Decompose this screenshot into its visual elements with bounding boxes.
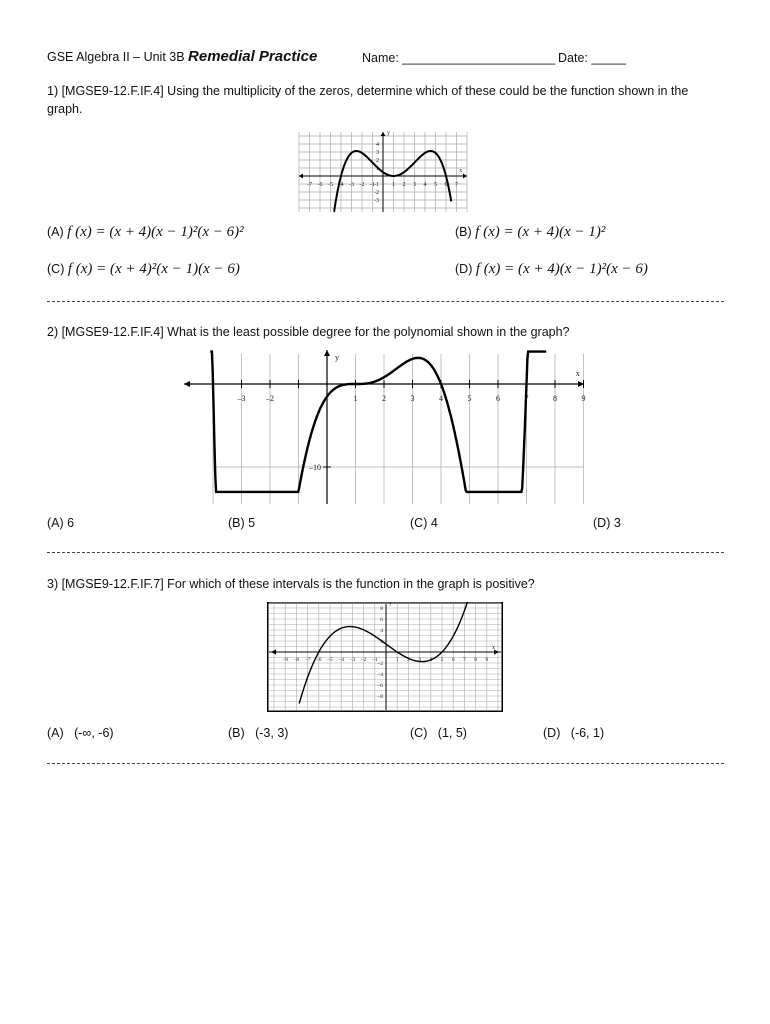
y-tick-label: 6 [380,617,383,623]
x-tick-label: 4 [439,394,443,403]
option-letter: (B) [228,516,245,530]
y-tick-label: 4 [376,142,379,148]
option-letter: (C) [47,262,65,276]
y-tick-label: 8 [380,606,383,612]
x-tick-label: –2 [266,394,274,403]
y-tick-label: –2 [377,661,383,667]
option-letter: (B) [228,726,245,740]
x-tick-label: 1 [392,182,395,188]
name-field: Name: ______________________ [362,51,556,65]
option-letter: (A) [47,726,64,740]
x-tick-label: –4 [338,657,344,663]
q2-graph [180,350,590,508]
x-tick-label: -4 [338,182,344,188]
option-letter: (A) [47,516,64,530]
q2-option-d[interactable] [593,516,621,530]
option-letter: (C) [410,516,428,530]
y-tick-label: -1 [374,182,379,188]
option-value: 3 [613,516,621,530]
option-value: (-∞, -6) [74,726,114,740]
x-tick-label: 2 [407,657,410,663]
x-tick-label: 5 [434,182,437,188]
x-axis-label: x [575,369,580,378]
x-tick-label: 6 [451,657,455,663]
x-tick-label: -6 [317,182,323,188]
x-tick-label: 8 [553,394,557,403]
x-tick-label: 6 [444,182,448,188]
x-tick-label: –3 [349,657,356,663]
x-tick-label: 7 [524,394,529,403]
x-tick-label: 5 [467,394,472,403]
q2-option-c[interactable] [410,516,438,530]
x-axis-label: x [459,168,463,174]
option-letter: (D) [543,726,561,740]
x-tick-label: 4 [423,182,427,188]
q2-option-b[interactable] [228,516,255,530]
x-tick-label: 3 [418,657,421,663]
x-tick-label: –9 [282,657,288,663]
q1-option-c[interactable] [47,261,240,278]
y-tick-label: -2 [374,190,379,196]
q1-option-d[interactable] [455,261,648,278]
y-axis-label: y [335,353,339,362]
y-tick-label: 3 [376,150,379,156]
question-3-text: 3) [MGSE9-12.F.IF.7] For which of these intervals is the function in the graph is positive? [47,577,535,591]
y-tick-label: –10 [309,463,321,472]
option-value: 5 [248,516,256,530]
separator [47,301,724,302]
function-curve [210,352,546,492]
x-tick-label: 2 [402,182,406,188]
function-curve [299,602,468,704]
y-tick-label: 4 [380,628,383,634]
option-letter: (C) [410,726,428,740]
option-letter: (A) [47,225,64,239]
option-letter: (B) [455,225,472,239]
x-tick-label: 1 [395,657,399,663]
x-tick-label: -5 [328,182,333,188]
x-tick-label: 5 [440,657,444,663]
x-tick-label: –5 [327,657,333,663]
question-1-text: 1) [MGSE9-12.F.IF.4] Using the multiplicity of the zeros, determine which of these could be the function shown in the graph. [47,84,689,116]
x-tick-label: 1 [353,394,358,403]
worksheet-title: Remedial Practice [188,48,318,65]
x-tick-label: 3 [413,182,416,188]
option-function: f (x) = (x + 4)(x − 1)²(x − 6)² [67,224,244,240]
option-function: f (x) = (x + 4)(x − 1)² [475,224,606,240]
option-letter: (D) [593,516,611,530]
question-2-text: 2) [MGSE9-12.F.IF.4] What is the least possible degree for the polynomial shown in the graph? [47,325,570,339]
x-tick-label: 3 [410,394,415,403]
q3-option-d[interactable] [543,726,604,740]
x-tick-label: –1 [372,657,378,663]
option-value: 4 [430,516,438,530]
x-tick-label: 7 [463,657,466,663]
option-value: 6 [67,516,75,530]
x-tick-label: -3 [349,182,354,188]
x-tick-label: -7 [307,182,312,188]
x-tick-label: 9 [485,657,489,663]
q2-option-a[interactable] [47,516,74,530]
y-tick-label: 2 [376,158,379,164]
option-value: (-6, 1) [570,726,605,740]
y-tick-label: –8 [377,694,383,700]
option-letter: (D) [455,262,473,276]
y-tick-label: -3 [374,198,379,204]
x-tick-label: 8 [474,657,477,663]
y-axis-label: y [389,602,392,607]
x-tick-label: –6 [316,657,322,663]
date-field: Date: _____ [558,51,627,65]
x-tick-label: –2 [360,657,367,663]
x-tick-label: -1 [370,182,375,188]
x-tick-label: –3 [237,394,246,403]
q3-option-a[interactable] [47,726,114,740]
option-function: f (x) = (x + 4)²(x − 1)(x − 6) [67,261,240,277]
y-tick-label: 2 [380,639,383,645]
x-tick-label: 6 [496,394,500,403]
y-axis-label: y [387,130,390,137]
x-tick-label: 9 [581,394,586,403]
course-label: GSE Algebra II – Unit 3B [47,50,189,64]
option-value: (-3, 3) [255,726,289,740]
q3-option-b[interactable] [228,726,288,740]
x-axis-label: x [492,645,496,651]
q1-option-a[interactable] [47,224,244,241]
x-tick-label: –8 [293,657,300,663]
y-tick-label: –4 [377,672,383,678]
separator [47,763,724,764]
q1-option-b[interactable] [455,224,605,241]
x-tick-label: –7 [304,657,311,663]
x-tick-label: -2 [359,182,365,188]
worksheet-header [47,48,317,65]
q3-option-c[interactable] [410,726,467,740]
y-tick-label: 1 [376,166,379,172]
y-tick-label: –6 [377,683,383,689]
x-tick-label: 2 [382,394,386,403]
separator [47,552,724,553]
x-tick-label: 7 [455,182,458,188]
q1-graph [295,126,475,216]
q3-graph [267,602,503,712]
x-tick-label: 4 [429,657,433,663]
option-function: f (x) = (x + 4)(x − 1)²(x − 6) [475,261,648,277]
option-value: (1, 5) [437,726,467,740]
